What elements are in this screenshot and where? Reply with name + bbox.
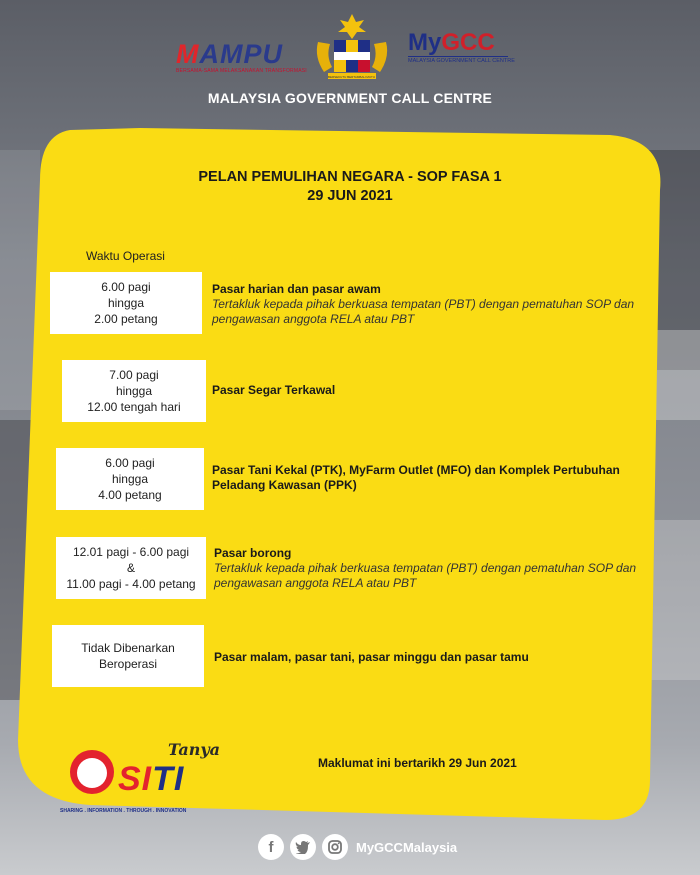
time-line: & <box>126 561 135 575</box>
time-box-4 <box>56 537 206 599</box>
time-box-2 <box>62 360 206 422</box>
social-handle[interactable]: MyGCCMalaysia <box>356 839 458 855</box>
time-line: 12.01 pagi - 6.00 pagi <box>72 545 190 559</box>
siti-mascot-icon <box>70 750 114 794</box>
time-line: Beroperasi <box>98 657 158 671</box>
facebook-icon[interactable]: f <box>258 834 284 860</box>
time-line: 6.00 pagi <box>105 456 155 470</box>
info-date-note: Maklumat ini bertarikh 29 Jun 2021 <box>318 756 517 770</box>
market-description-2 <box>212 383 642 398</box>
market-heading: Pasar Tani Kekal (PTK), MyFarm Outlet (MFO) dan Komplek Pertubuhan Peladang Kawasan (PPK) <box>212 463 620 492</box>
market-description-1 <box>212 282 642 327</box>
siti-tagline: SHARING . INFORMATION . THROUGH . INNOVATION <box>60 808 187 814</box>
time-line: hingga <box>115 384 153 398</box>
market-heading: Pasar harian dan pasar awam <box>212 282 381 296</box>
mampu-logo: MAMPU BERSAMA-SAMA MELAKSANAKAN TRANSFORMASI <box>176 39 307 74</box>
time-line: 6.00 pagi <box>101 280 151 294</box>
mygcc-logo-my: My <box>408 29 442 56</box>
time-line: 11.00 pagi - 4.00 petang <box>66 577 196 591</box>
time-line: 7.00 pagi <box>109 368 159 382</box>
market-description-5 <box>214 650 644 665</box>
crest-motto: BERSEKUTU BERTAMBAH MUTU <box>328 75 376 79</box>
time-line: hingga <box>107 296 145 310</box>
mygcc-tagline: MALAYSIA GOVERNMENT CALL CENTRE <box>408 58 515 64</box>
mampu-tagline: BERSAMA-SAMA MELAKSANAKAN TRANSFORMASI <box>176 68 307 74</box>
market-note: Tertakluk kepada pihak berkuasa tempatan (PBT) dengan pematuhan SOP dan pengawasan anggota RELA atau PBT <box>212 297 635 326</box>
social-links <box>258 834 457 860</box>
time-line: hingga <box>111 472 149 486</box>
market-description-3 <box>212 463 662 493</box>
mygcc-logo-gcc: GCC <box>441 29 495 56</box>
siti-wordmark-si: SI <box>118 760 153 798</box>
market-description-4 <box>214 546 644 591</box>
centre-title: MALAYSIA GOVERNMENT CALL CENTRE <box>207 90 493 106</box>
time-line: 2.00 petang <box>94 312 158 326</box>
tanya-siti-logo <box>60 740 221 820</box>
siti-wordmark <box>118 760 184 799</box>
page-title <box>150 168 550 206</box>
market-heading: Pasar malam, pasar tani, pasar minggu dan pasar tamu <box>214 650 529 664</box>
time-line: Tidak Dibenarkan <box>81 641 175 655</box>
instagram-icon[interactable] <box>322 834 348 860</box>
time-box-5 <box>52 625 204 687</box>
time-box-1 <box>50 272 202 334</box>
time-line: 4.00 petang <box>98 488 162 502</box>
siti-wordmark-ti: TI <box>152 760 185 798</box>
siti-tanya-text: Tanya <box>168 740 221 759</box>
market-heading: Pasar Segar Terkawal <box>212 383 336 397</box>
twitter-icon[interactable] <box>290 834 316 860</box>
time-box-3 <box>56 448 204 510</box>
title-line-2: 29 JUN 2021 <box>307 188 393 204</box>
market-heading: Pasar borong <box>214 546 292 560</box>
operating-hours-label: Waktu Operasi <box>86 249 165 263</box>
market-note: Tertakluk kepada pihak berkuasa tempatan (PBT) dengan pematuhan SOP dan pengawasan anggota RELA atau PBT <box>214 561 637 590</box>
time-line: 12.00 tengah hari <box>87 400 181 414</box>
title-line-1: PELAN PEMULIHAN NEGARA - SOP FASA 1 <box>198 169 502 185</box>
